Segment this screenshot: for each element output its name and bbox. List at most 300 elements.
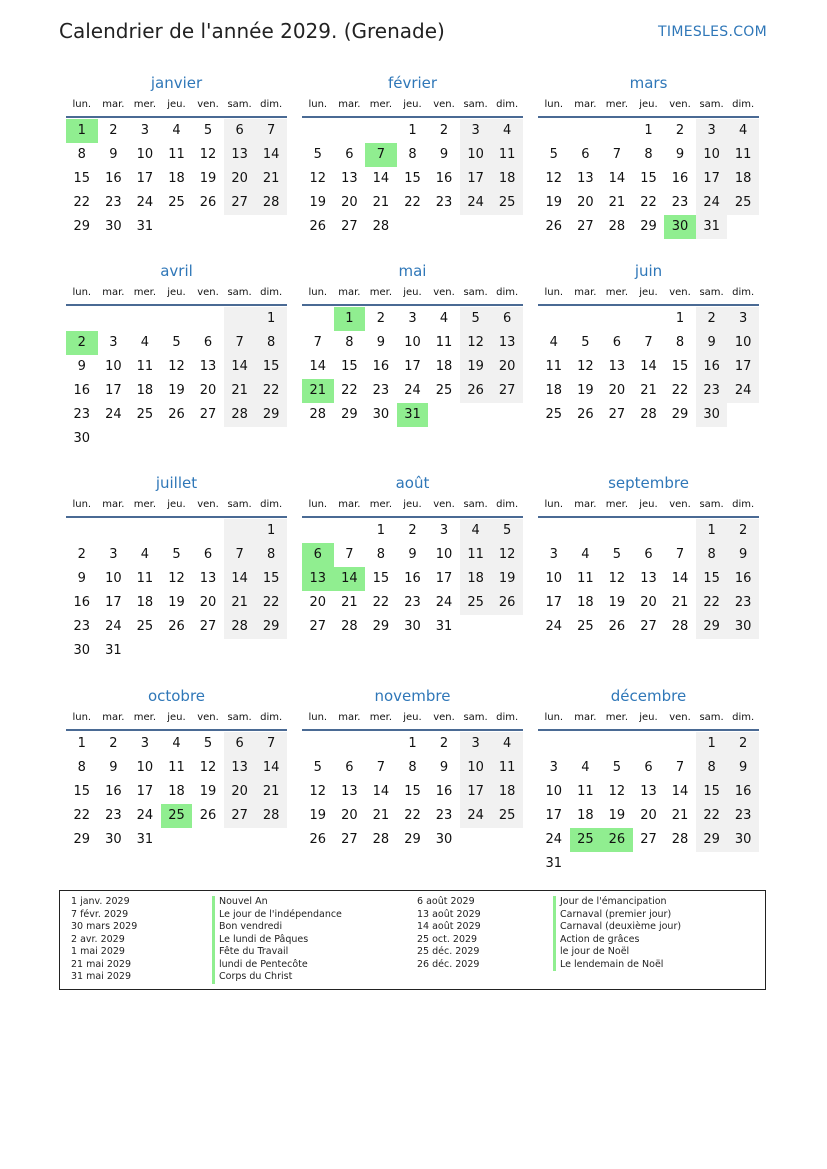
day-cell: 26 xyxy=(168,407,185,422)
day-cell: 30 xyxy=(73,643,91,658)
day-cell: 31 xyxy=(105,643,122,658)
day-grid xyxy=(66,307,287,451)
legend-date: 1 janv. 2029 xyxy=(71,896,130,907)
legend-holiday-name: Action de grâces xyxy=(553,934,681,947)
day-cell: 19 xyxy=(199,784,217,799)
legend-holiday-name: Jour de l'émancipation xyxy=(553,896,681,909)
day-cell: 10 xyxy=(435,547,453,562)
day-cell: 3 xyxy=(109,335,118,350)
weekday-label: mer. xyxy=(369,99,393,110)
legend-date: 31 mai 2029 xyxy=(71,971,132,982)
day-cell: 4 xyxy=(491,732,523,756)
legend-holiday-name: Nouvel An xyxy=(212,896,342,909)
day-cell: 19 xyxy=(577,383,594,398)
day-cell: 24 xyxy=(545,832,563,847)
day-cell: 1 xyxy=(696,519,728,543)
legend-date: 25 oct. 2029 xyxy=(417,933,478,945)
day-cell: 3 xyxy=(109,547,118,562)
day-cell: 19 xyxy=(168,383,185,398)
day-cell: 5 xyxy=(581,335,590,350)
month-name: septembre xyxy=(608,474,689,492)
day-cell: 20 xyxy=(341,195,358,210)
day-cell: 15 xyxy=(671,359,689,374)
day-cell: 6 xyxy=(345,147,354,162)
day-cell: 7 xyxy=(255,119,287,143)
weekday-label: mar. xyxy=(338,287,361,298)
day-cell: 13 xyxy=(341,171,358,186)
day-cell: 7 xyxy=(675,760,685,775)
day-cell: 13 xyxy=(302,567,334,591)
day-cell-empty xyxy=(538,732,570,756)
day-cell: 28 xyxy=(224,403,256,427)
day-cell: 4 xyxy=(727,119,759,143)
day-cell: 13 xyxy=(224,143,256,167)
day-cell: 24 xyxy=(136,195,154,210)
weekday-label: lun. xyxy=(72,712,92,723)
month-name: octobre xyxy=(147,687,206,705)
weekday-label: jeu. xyxy=(639,287,658,298)
day-cell: 16 xyxy=(105,171,122,186)
day-cell-empty xyxy=(664,519,696,543)
weekday-label: mer. xyxy=(133,287,157,298)
day-cell: 1 xyxy=(255,519,287,543)
day-cell: 17 xyxy=(136,784,154,799)
day-cell: 31 xyxy=(545,856,563,871)
day-cell-empty xyxy=(302,519,334,543)
weekday-label: mer. xyxy=(133,712,157,723)
day-cell: 9 xyxy=(77,571,86,586)
day-cell: 10 xyxy=(404,335,421,350)
day-cell: 5 xyxy=(313,147,322,162)
day-cell: 4 xyxy=(140,335,150,350)
day-cell: 25 xyxy=(545,407,563,422)
day-cell: 29 xyxy=(640,219,657,234)
day-cell: 8 xyxy=(408,147,417,162)
day-cell: 11 xyxy=(491,143,523,167)
day-cell: 16 xyxy=(73,383,91,398)
weekday-label: dim. xyxy=(260,499,283,510)
day-cell: 1 xyxy=(408,123,417,138)
day-cell: 29 xyxy=(671,407,689,422)
day-cell: 18 xyxy=(577,808,594,823)
day-cell: 16 xyxy=(73,595,91,610)
day-cell: 10 xyxy=(105,571,122,586)
day-cell-empty xyxy=(224,519,256,543)
weekday-label: lun. xyxy=(308,287,328,298)
day-cell: 14 xyxy=(640,359,657,374)
day-cell: 21 xyxy=(640,383,657,398)
day-cell: 11 xyxy=(136,359,154,374)
day-cell: 7 xyxy=(644,335,653,350)
day-cell: 21 xyxy=(372,195,390,210)
day-cell: 15 xyxy=(73,784,91,799)
weekday-header xyxy=(302,94,523,118)
legend-dates-right xyxy=(417,896,481,971)
day-cell: 8 xyxy=(255,543,287,567)
day-cell: 30 xyxy=(404,619,421,634)
weekday-label: sam. xyxy=(463,712,488,723)
weekday-label: sam. xyxy=(227,99,252,110)
day-cell: 22 xyxy=(404,195,421,210)
weekday-label: jeu. xyxy=(167,99,186,110)
weekday-label: sam. xyxy=(699,287,724,298)
weekday-label: lun. xyxy=(72,99,92,110)
day-cell: 11 xyxy=(577,571,594,586)
day-cell: 10 xyxy=(105,359,122,374)
day-cell: 14 xyxy=(671,784,689,799)
day-cell: 10 xyxy=(136,147,154,162)
day-cell: 13 xyxy=(491,331,523,355)
day-cell: 29 xyxy=(404,832,421,847)
legend-names-left xyxy=(212,896,342,984)
month-block xyxy=(538,685,759,876)
day-cell: 24 xyxy=(404,383,421,398)
day-cell: 13 xyxy=(199,571,217,586)
weekday-header xyxy=(538,282,759,306)
day-grid xyxy=(538,119,759,239)
legend-holiday-name: Corps du Christ xyxy=(212,971,342,984)
day-cell: 2 xyxy=(408,523,417,538)
day-cell: 20 xyxy=(608,383,626,398)
day-cell: 2 xyxy=(77,547,86,562)
day-grid xyxy=(66,519,287,663)
day-cell: 9 xyxy=(109,147,118,162)
weekday-label: sam. xyxy=(463,499,488,510)
day-cell: 5 xyxy=(203,736,213,751)
day-cell: 7 xyxy=(376,760,386,775)
day-cell: 17 xyxy=(136,171,154,186)
day-cell: 27 xyxy=(341,219,358,234)
day-cell: 15 xyxy=(341,359,358,374)
day-cell-empty xyxy=(334,732,366,756)
day-cell: 16 xyxy=(435,784,453,799)
day-cell-empty xyxy=(601,119,633,143)
day-cell: 14 xyxy=(224,355,256,379)
day-cell: 18 xyxy=(168,784,185,799)
day-cell-empty xyxy=(570,307,602,331)
day-cell: 8 xyxy=(77,760,86,775)
day-cell: 28 xyxy=(341,619,358,634)
day-cell: 27 xyxy=(199,619,217,634)
day-cell: 20 xyxy=(199,383,217,398)
day-cell-empty xyxy=(601,307,633,331)
day-cell: 2 xyxy=(675,123,685,138)
day-cell: 13 xyxy=(640,784,657,799)
month-block xyxy=(66,260,287,451)
day-cell: 3 xyxy=(696,119,728,143)
day-grid xyxy=(66,119,287,239)
day-cell: 24 xyxy=(435,595,453,610)
day-cell-empty xyxy=(302,119,334,143)
day-cell: 26 xyxy=(545,219,563,234)
day-cell: 29 xyxy=(73,219,91,234)
day-cell: 25 xyxy=(435,383,453,398)
day-cell: 6 xyxy=(203,547,213,562)
weekday-label: jeu. xyxy=(403,287,422,298)
day-cell: 24 xyxy=(105,619,122,634)
legend-holiday-name: Le lundi de Pâques xyxy=(212,934,342,947)
day-cell: 9 xyxy=(727,756,759,780)
day-cell: 7 xyxy=(365,143,397,167)
day-cell: 25 xyxy=(491,804,523,828)
day-cell: 5 xyxy=(313,760,322,775)
day-cell: 28 xyxy=(255,804,287,828)
day-cell: 21 xyxy=(671,595,689,610)
weekday-label: jeu. xyxy=(639,499,658,510)
weekday-label: mer. xyxy=(369,499,393,510)
day-cell: 16 xyxy=(372,359,390,374)
day-cell: 23 xyxy=(73,407,91,422)
weekday-label: mer. xyxy=(369,287,393,298)
day-cell: 4 xyxy=(439,311,449,326)
day-cell: 30 xyxy=(664,215,696,239)
day-cell: 8 xyxy=(696,543,728,567)
day-cell: 12 xyxy=(199,760,217,775)
weekday-label: jeu. xyxy=(403,712,422,723)
day-cell: 23 xyxy=(671,195,689,210)
legend-holiday-name: Bon vendredi xyxy=(212,921,342,934)
weekday-label: jeu. xyxy=(639,712,658,723)
day-cell: 3 xyxy=(408,311,417,326)
month-block xyxy=(302,685,523,852)
day-cell-empty xyxy=(302,732,334,756)
day-cell: 23 xyxy=(435,808,453,823)
day-cell: 1 xyxy=(408,736,417,751)
month-block xyxy=(302,260,523,427)
weekday-header xyxy=(66,94,287,118)
day-cell: 15 xyxy=(404,171,421,186)
day-cell: 5 xyxy=(172,547,181,562)
weekday-label: dim. xyxy=(260,287,283,298)
day-cell: 9 xyxy=(696,331,728,355)
day-cell: 28 xyxy=(671,832,689,847)
legend-dates-left xyxy=(71,896,137,984)
day-cell: 13 xyxy=(199,359,217,374)
day-cell: 25 xyxy=(136,619,154,634)
legend-holiday-name: Carnaval (premier jour) xyxy=(553,909,681,922)
day-cell: 26 xyxy=(460,379,492,403)
month-name: novembre xyxy=(374,687,451,705)
legend-date: 21 mai 2029 xyxy=(71,958,132,970)
weekday-label: mar. xyxy=(338,99,361,110)
weekday-label: ven. xyxy=(433,99,455,110)
day-cell: 29 xyxy=(73,832,91,847)
weekday-header xyxy=(538,494,759,518)
weekday-label: mer. xyxy=(133,99,157,110)
weekday-label: jeu. xyxy=(403,99,422,110)
day-cell: 30 xyxy=(105,219,122,234)
day-cell: 19 xyxy=(199,171,217,186)
day-cell: 8 xyxy=(696,756,728,780)
month-name: août xyxy=(395,474,430,492)
day-cell: 24 xyxy=(105,407,122,422)
day-cell: 3 xyxy=(140,736,150,751)
month-block xyxy=(66,72,287,239)
day-cell: 22 xyxy=(255,379,287,403)
day-cell: 17 xyxy=(545,808,563,823)
day-cell: 7 xyxy=(313,335,322,350)
day-cell: 4 xyxy=(172,123,181,138)
day-cell: 4 xyxy=(581,547,590,562)
month-block xyxy=(66,472,287,663)
day-cell: 10 xyxy=(727,331,759,355)
day-cell: 12 xyxy=(608,784,626,799)
day-cell: 15 xyxy=(696,780,728,804)
weekday-label: mar. xyxy=(338,499,361,510)
day-cell-empty xyxy=(601,519,633,543)
weekday-label: mer. xyxy=(369,712,393,723)
day-cell: 14 xyxy=(334,567,366,591)
day-cell-empty xyxy=(365,119,397,143)
day-cell: 4 xyxy=(140,547,150,562)
month-block xyxy=(302,72,523,239)
day-cell: 14 xyxy=(608,171,626,186)
day-cell: 27 xyxy=(309,619,327,634)
day-cell-empty xyxy=(334,519,366,543)
day-cell: 11 xyxy=(491,756,523,780)
day-cell: 28 xyxy=(640,407,657,422)
day-grid xyxy=(538,519,759,639)
day-cell: 25 xyxy=(460,591,492,615)
day-grid xyxy=(538,732,759,876)
day-cell: 31 xyxy=(435,619,453,634)
day-cell: 5 xyxy=(460,307,492,331)
month-name: janvier xyxy=(150,74,203,92)
day-cell-empty xyxy=(98,307,130,331)
weekday-label: mar. xyxy=(338,712,361,723)
day-cell: 12 xyxy=(168,571,185,586)
legend-holiday-name: lundi de Pentecôte xyxy=(212,959,342,972)
day-cell-empty xyxy=(98,519,130,543)
day-cell-empty xyxy=(192,519,224,543)
day-cell: 1 xyxy=(376,523,386,538)
weekday-label: dim. xyxy=(496,287,519,298)
day-cell: 3 xyxy=(140,123,150,138)
day-cell: 25 xyxy=(136,407,154,422)
day-cell: 29 xyxy=(255,403,287,427)
weekday-label: sam. xyxy=(699,712,724,723)
day-cell: 8 xyxy=(644,147,653,162)
day-cell: 13 xyxy=(224,756,256,780)
day-cell: 22 xyxy=(372,595,390,610)
legend-holiday-name: Le lendemain de Noël xyxy=(553,959,681,972)
day-cell: 24 xyxy=(136,808,154,823)
day-cell: 27 xyxy=(640,619,657,634)
day-cell: 20 xyxy=(640,595,657,610)
day-cell: 4 xyxy=(549,335,558,350)
holiday-legend xyxy=(59,890,766,990)
day-cell: 15 xyxy=(640,171,657,186)
day-cell: 1 xyxy=(696,732,728,756)
legend-holiday-name: le jour de Noël xyxy=(553,946,681,959)
day-cell-empty xyxy=(664,732,696,756)
weekday-header xyxy=(66,494,287,518)
day-cell: 30 xyxy=(435,832,453,847)
weekday-label: mar. xyxy=(102,287,125,298)
day-cell: 15 xyxy=(404,784,421,799)
day-cell: 11 xyxy=(545,359,563,374)
weekday-label: ven. xyxy=(669,499,691,510)
day-cell: 8 xyxy=(255,331,287,355)
day-cell: 7 xyxy=(675,547,685,562)
day-cell: 25 xyxy=(727,191,759,215)
day-cell: 24 xyxy=(545,619,563,634)
day-cell: 22 xyxy=(671,383,689,398)
day-cell: 27 xyxy=(224,191,256,215)
day-cell-empty xyxy=(161,519,193,543)
day-cell: 16 xyxy=(727,780,759,804)
weekday-label: lun. xyxy=(544,499,564,510)
day-cell: 14 xyxy=(372,784,390,799)
day-cell-empty xyxy=(633,307,665,331)
day-cell: 17 xyxy=(435,571,453,586)
day-cell: 8 xyxy=(345,335,354,350)
day-cell: 27 xyxy=(224,804,256,828)
weekday-header xyxy=(538,94,759,118)
weekday-label: mar. xyxy=(102,712,125,723)
day-cell: 5 xyxy=(491,519,523,543)
day-cell: 12 xyxy=(460,331,492,355)
day-cell: 17 xyxy=(545,595,563,610)
month-name: mars xyxy=(629,74,668,92)
day-cell: 18 xyxy=(435,359,453,374)
day-cell: 15 xyxy=(73,171,91,186)
day-cell: 19 xyxy=(309,808,327,823)
month-block xyxy=(66,685,287,852)
day-cell: 15 xyxy=(696,567,728,591)
day-cell: 6 xyxy=(644,760,653,775)
day-cell: 10 xyxy=(136,760,154,775)
day-cell: 20 xyxy=(640,808,657,823)
day-cell: 23 xyxy=(73,619,91,634)
day-cell: 17 xyxy=(404,359,421,374)
day-cell: 2 xyxy=(109,123,118,138)
day-cell: 10 xyxy=(545,784,563,799)
legend-date: 13 août 2029 xyxy=(417,908,481,920)
day-cell: 29 xyxy=(696,615,728,639)
day-cell: 30 xyxy=(696,403,728,427)
legend-date: 7 févr. 2029 xyxy=(71,908,129,920)
weekday-label: lun. xyxy=(544,287,564,298)
day-cell: 14 xyxy=(224,567,256,591)
day-cell-empty xyxy=(570,732,602,756)
weekday-label: lun. xyxy=(72,287,92,298)
weekday-label: ven. xyxy=(669,99,691,110)
day-cell: 1 xyxy=(644,123,653,138)
day-cell: 6 xyxy=(203,335,213,350)
day-cell: 11 xyxy=(577,784,594,799)
day-cell: 26 xyxy=(608,619,626,634)
day-cell-empty xyxy=(601,732,633,756)
month-name: juin xyxy=(634,262,663,280)
weekday-label: ven. xyxy=(433,287,455,298)
day-cell: 1 xyxy=(675,311,685,326)
day-cell: 28 xyxy=(372,219,390,234)
weekday-label: mar. xyxy=(102,99,125,110)
day-cell: 9 xyxy=(439,147,449,162)
day-cell-empty xyxy=(129,307,161,331)
day-cell: 28 xyxy=(372,832,390,847)
day-cell: 2 xyxy=(109,736,118,751)
weekday-label: lun. xyxy=(308,499,328,510)
day-cell: 18 xyxy=(136,595,154,610)
day-cell: 14 xyxy=(309,359,327,374)
day-cell: 28 xyxy=(224,615,256,639)
day-cell: 27 xyxy=(608,407,626,422)
day-cell: 20 xyxy=(224,167,256,191)
brand-link[interactable]: TIMESLES.COM xyxy=(658,24,767,40)
day-cell: 11 xyxy=(168,147,185,162)
